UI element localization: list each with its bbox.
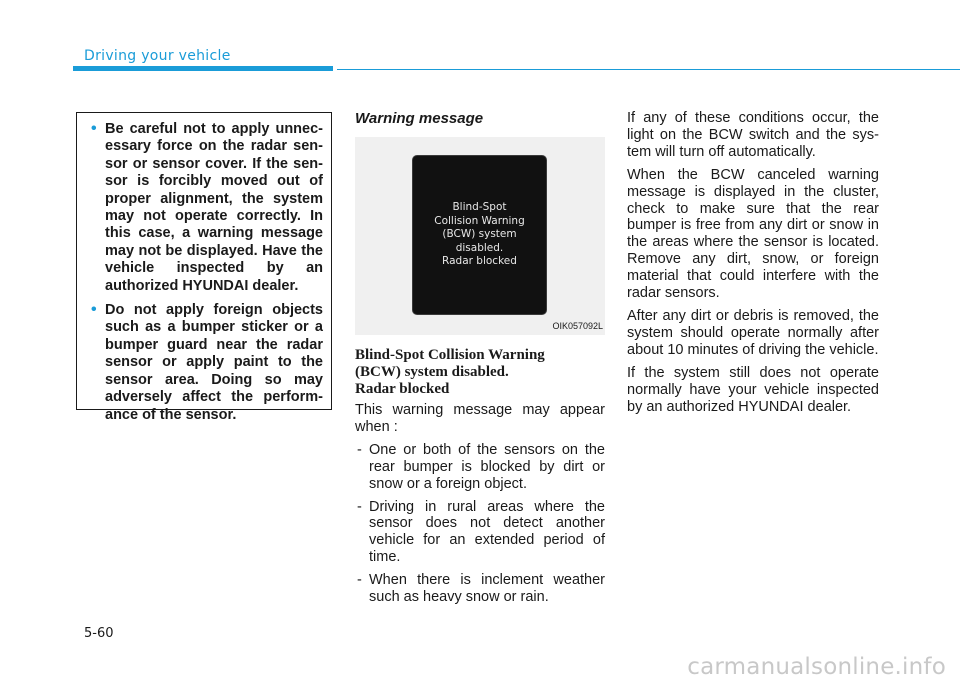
middle-column <box>355 110 605 612</box>
section-header-title: Driving your vehicle <box>84 48 231 64</box>
warning-box <box>76 112 332 423</box>
cluster-display <box>412 155 547 315</box>
page-number: 5-60 <box>84 626 114 641</box>
warning-item <box>91 121 323 295</box>
body-paragraph: After any dirt or debris is removed, the system should operate normally after about 10 minutes of driving the vehicle. <box>627 307 879 358</box>
condition-text: One or both of the sensors on the rear bumper is blocked by dirt or snow or a foreign object. <box>369 441 605 492</box>
figure-code: OIK057092L <box>552 321 603 331</box>
condition-item <box>355 572 605 606</box>
condition-item <box>355 442 605 493</box>
condition-text: Driving in rural areas where the sensor does not detect another vehicle for an extended period of time. <box>369 498 605 566</box>
warning-message-title: Warning message <box>355 110 484 127</box>
intro-text: This warning message may appear when : <box>355 402 605 435</box>
dash-icon: - <box>357 498 362 515</box>
right-column <box>627 110 879 421</box>
warning-item-text: Be careful not to apply unnec-essary force on the radar sen-sor or sensor cover. If the sen-sor is forcibly moved out of proper alignment, the system may not operate correctly. In this case, a warning message may not be displayed. Have the vehicle inspected by an authorized HYUNDAI dealer. <box>105 121 323 294</box>
warning-item-text: Do not apply foreign objects such as a bumper sticker or a bumper guard near the radar sensor or apply paint to the sensor area. Doing so may adversely affect the perform-ance of the sensor. <box>105 302 323 423</box>
body-paragraph: If any of these conditions occur, the light on the BCW switch and the sys-tem will turn off automatically. <box>627 110 879 160</box>
dash-icon: - <box>357 441 362 458</box>
body-paragraph: If the system still does not operate normally have your vehicle inspected by an authorized HYUNDAI dealer. <box>627 364 879 415</box>
dash-icon: - <box>357 572 362 589</box>
header-accent-bar <box>73 66 333 71</box>
warning-item <box>91 302 323 424</box>
condition-text: When there is inclement weather such as heavy snow or rain. <box>369 572 605 606</box>
condition-list <box>355 442 605 606</box>
bullet-icon: • <box>91 301 97 319</box>
bullet-icon: • <box>91 120 97 137</box>
condition-item <box>355 499 605 567</box>
header-divider-line <box>337 69 960 70</box>
cluster-figure <box>355 137 605 335</box>
watermark: carmanualsonline.info <box>687 654 946 680</box>
cluster-display-text: Blind-Spot Collision Warning (BCW) system disabled. Radar blocked <box>434 201 525 268</box>
body-paragraph: When the BCW canceled warning message is displayed in the cluster, check to make sure that the rear bumper is free from any dirt or snow in the areas where the sensor is located. Remove any dirt, snow, or foreign material that could interfere with the radar sensors. <box>627 166 879 302</box>
message-heading: Blind-Spot Collision Warning (BCW) system disabled. Radar blocked <box>355 347 545 397</box>
